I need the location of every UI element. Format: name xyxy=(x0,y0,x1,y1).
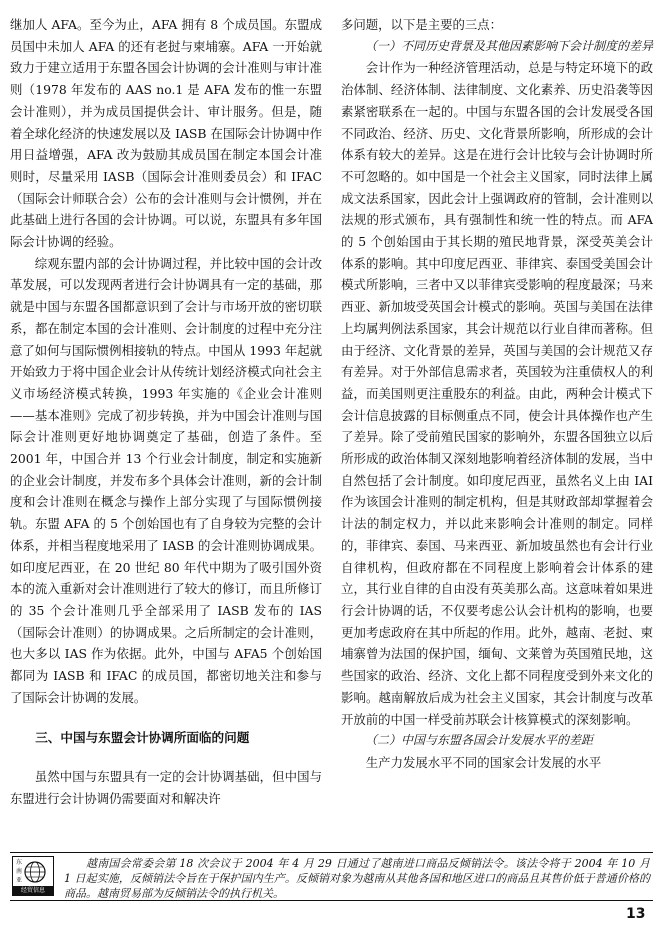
paragraph: 会计作为一种经济管理活动，总是与特定环境下的政治体制、经济体制、法律制度、文化素养、历史沿袭等因素紧密联系在一起的。中国与东盟各国的会计发展受各国不同政治、经济、历史、文化背景所影响，所形成的会计体系有较大的差异。这是在进行会计比较与会计协调时所不可忽略的。如中国是一个社会主义国家，同时法律上属成文法系国家，因此会计上强调政府的管制，会计准则以法规的形式颁布，具有强制性和统一性的特点。而 AFA 的 5 个创始国由于其长期的殖民地背景，深受英美会计体系的影响。其中印度尼西亚、菲律宾、泰国受美国会计模式所影响，三者中又以菲律宾受影响的程度最深；马来西亚、新加坡受英国会计模式的影响。英国与美国在法律上均属判例法系国家，其会计规范以行业自律而著称。但由于经济、文化背景的差异，英国与美国的会计规范又存有差异。对于外部信息需求者，英国较为注重债权人的利益，而美国则更注重股东的利益。由此，两种会计模式下会计信息披露的目标侧重点不同，使会计具体操作也产生了差异。除了受前殖民国家的影响外，东盟各国独立以后所形成的政治体制又深刻地影响着经济体制的发展，当中自然包括了会计制度。如印度尼西亚，虽然名义上由 IAI 作为该国会计准则的制定机构，但是其财政部却掌握着会计法的制定权力，并以此来影响会计准则的制定。同样的，菲律宾、泰国、马来西亚、新加坡虽然也有会计行业自律机构，但政府都在不同程度上影响着会计体系的建立，其行业自律的自由没有英美那么高。这意味着如果进行会计协调的话，不仅要考虑公认会计机构的影响，也要更加考虑政府在其中所起的作用。此外，越南、老挝、柬埔寨曾为法国的保护国，缅甸、文莱曾为英国殖民地，这些国家的政治、经济、文化上都不同程度受到外来文化的影响。越南解放后成为社会主义国家，其会计制度与改革开放前的中国一样受前苏联会计核算模式的深刻影响。 xyxy=(341,60,653,727)
logo-char: 亚 xyxy=(16,877,23,884)
paragraph: 虽然中国与东盟具有一定的会计协调基础，但中国与东盟进行会计协调仍需要面对和解决许 xyxy=(10,769,322,806)
paragraph: 生产力发展水平不同的国家会计发展的水平 xyxy=(365,754,602,770)
logo-char: 南 xyxy=(16,868,23,875)
subsection-heading: （一）不同历史背景及其他因素影响下会计制度的差异 xyxy=(365,38,654,53)
logo-char: 东 xyxy=(16,859,23,866)
section-heading: 三、中国与东盟会计协调所面临的问题 xyxy=(35,729,250,745)
right-column xyxy=(341,14,653,774)
paragraph: 多问题，以下是主要的三点： xyxy=(341,17,503,32)
subsection-heading: （二）中国与东盟各国会计发展水平的差距 xyxy=(365,733,594,748)
logo-label: 经贸信息 xyxy=(13,886,53,895)
left-column xyxy=(10,14,322,810)
southeast-asia-trade-info-logo xyxy=(12,856,54,896)
news-box xyxy=(10,852,653,901)
paragraph: 综观东盟内部的会计协调过程，并比较中国的会计改革发展，可以发现两者进行会计协调具有一定的基础，那就是中国与东盟各国都意识到了会计与市场开放的密切联系，都在制定本国的会计准则、会计制度的过程中充分注意了如何与国际惯例相接轨的特点。中国从 1993 年起就开始致力于将中国企业会计从传统计划经济模式向社会主义市场经济模式转换，1993 年实施的《企业会计准则——基本准则》完成了初步转换，并为中国会计准则与国际会计准则更好地协调奠定了基础，创造了条件。至 2001 年，中国合并 13 个行业会计制度，制定和实施新的企业会计制度，并发布多个具体会计准则，新的会计制度和会计准则在概念与操作上部分实现了与国际惯例接轨。东盟 AFA 的 5 个创始国也有了自身较为完整的会计体系，并相当程度地采用了 IASB 的会计准则协调成果。如印度尼西亚，在 20 世纪 80 年代中期为了吸引国外资本的流入重新对会计准则进行了较大的修订，而且所修订的 35 个会计准则几乎全部采用了 IASB 发布的 IAS（国际会计准则）的协调成果。之后所制定的会计准则，也大多以 IAS 作为依据。此外，中国与 AFA5 个创始国都同为 IASB 和 IFAC 的成员国，都密切地关注和参与了国际会计协调的发展。 xyxy=(10,255,323,705)
news-text: 越南国会常委会第 18 次会议于 2004 年 4 月 29 日通过了越南进口商品反倾销法令。该法令将于 2004 年 10 月 1 日起实施，反倾销法令旨在于保护国内生产。反倾销对象为越南从其他各国和地区进口的商品且其售价低于普通价格的商品。越南贸易部为反倾销法令的执行机关。 xyxy=(64,857,650,900)
paragraph: 继加人 AFA。至今为止，AFA 拥有 8 个成员国。东盟成员国中未加人 AFA 的还有老挝与柬埔寨。AFA 一开始就致力于建立适用于东盟各国会计协调的会计准则与审计准则（1978 年发布的 AAS no.1 是 AFA 发布的惟一东盟会计准则），并为成员国提供会计、审计服务。但是，随着全球化经济的快速发展以及 IASB 在国际会计协调中作用日益增强，AFA 改为鼓励其成员国在制定本国会计准则时，尽量采用 IASB（国际会计准则委员会）和 IFAC（国际会计师联合会）公布的会计准则与会计惯例，并在此基础上进行各国的会计协调。可以说，东盟具有多年国际会计协调的经验。 xyxy=(10,17,322,250)
page-number: 13 xyxy=(626,906,646,922)
